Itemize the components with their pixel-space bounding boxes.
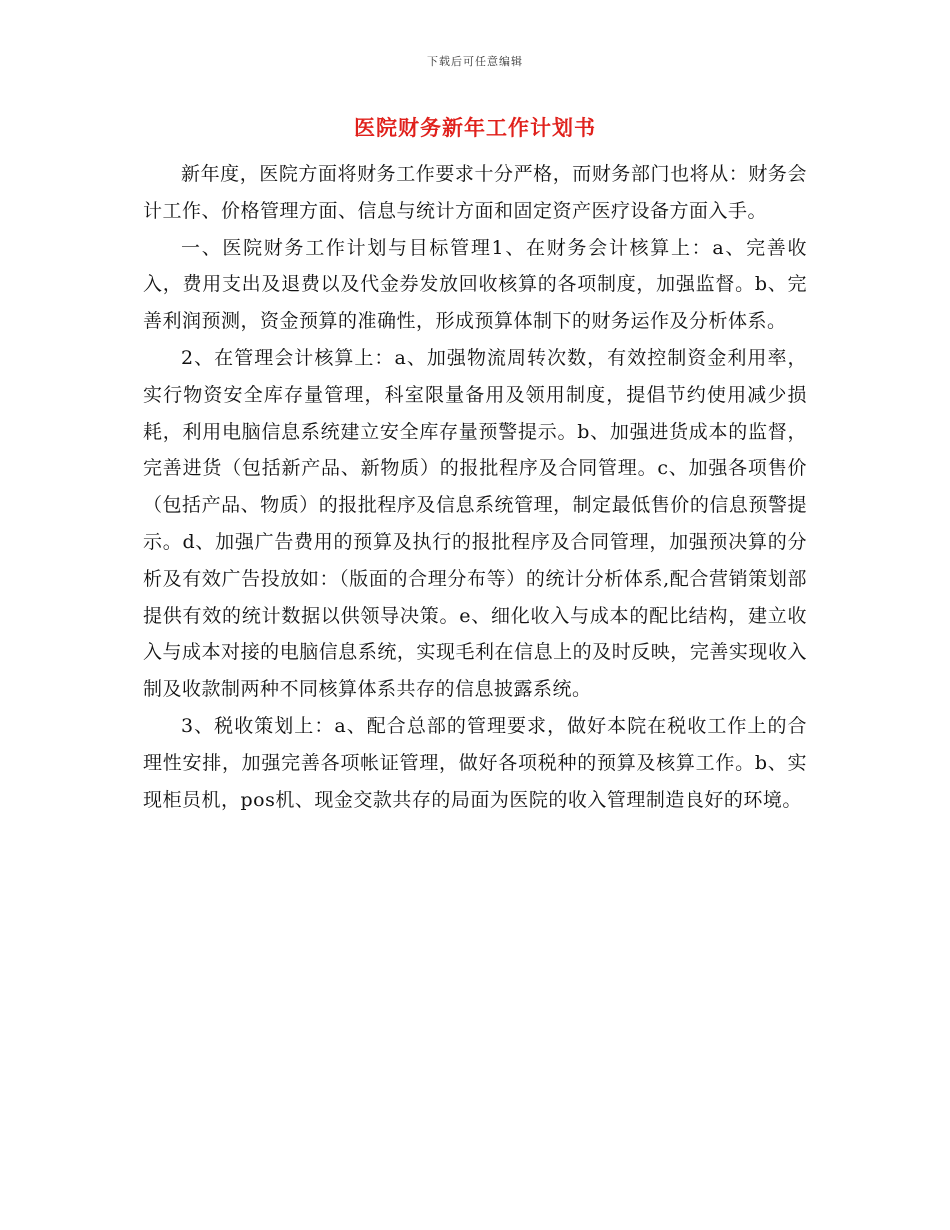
- paragraph-financial-accounting: 一、医院财务工作计划与目标管理1、在财务会计核算上：a、完善收入，费用支出及退费以及代金券发放回收核算的各项制度，加强监督。b、完善利润预测，资金预算的准确性，形成预算体制下的财务运作及分析体系。: [143, 236, 807, 333]
- header-note: 下载后可任意编辑: [427, 55, 523, 68]
- paragraph-management-accounting: 2、在管理会计核算上：a、加强物流周转次数，有效控制资金利用率，实行物资安全库存量管理，科室限量备用及领用制度，提倡节约使用减少损耗，利用电脑信息系统建立安全库存量预警提示。b、加强进货成本的监督，完善进货（包括新产品、新物质）的报批程序及合同管理。c、加强各项售价（包括产品、物质）的报批程序及信息系统管理，制定最低售价的信息预警提示。d、加强广告费用的预算及执行的报批程序及合同管理，加强预决算的分析及有效广告投放如：（版面的合理分布等）的统计分析体系,配合营销策划部提供有效的统计数据以供领导决策。e、细化收入与成本的配比结构，建立收入与成本对接的电脑信息系统，实现毛利在信息上的及时反映，完善实现收入制及收款制两种不同核算体系共存的信息披露系统。: [143, 346, 807, 701]
- paragraph-intro: 新年度，医院方面将财务工作要求十分严格，而财务部门也将从：财务会计工作、价格管理方面、信息与统计方面和固定资产医疗设备方面入手。: [143, 163, 807, 222]
- document-title: 医院财务新年工作计划书: [354, 116, 596, 140]
- paragraph-tax-planning: 3、税收策划上：a、配合总部的管理要求，做好本院在税收工作上的合理性安排，加强完善各项帐证管理，做好各项税种的预算及核算工作。b、实现柜员机，pos机、现金交款共存的局面为医院的收入管理制造良好的环境。: [143, 714, 807, 811]
- document-body: [143, 156, 807, 818]
